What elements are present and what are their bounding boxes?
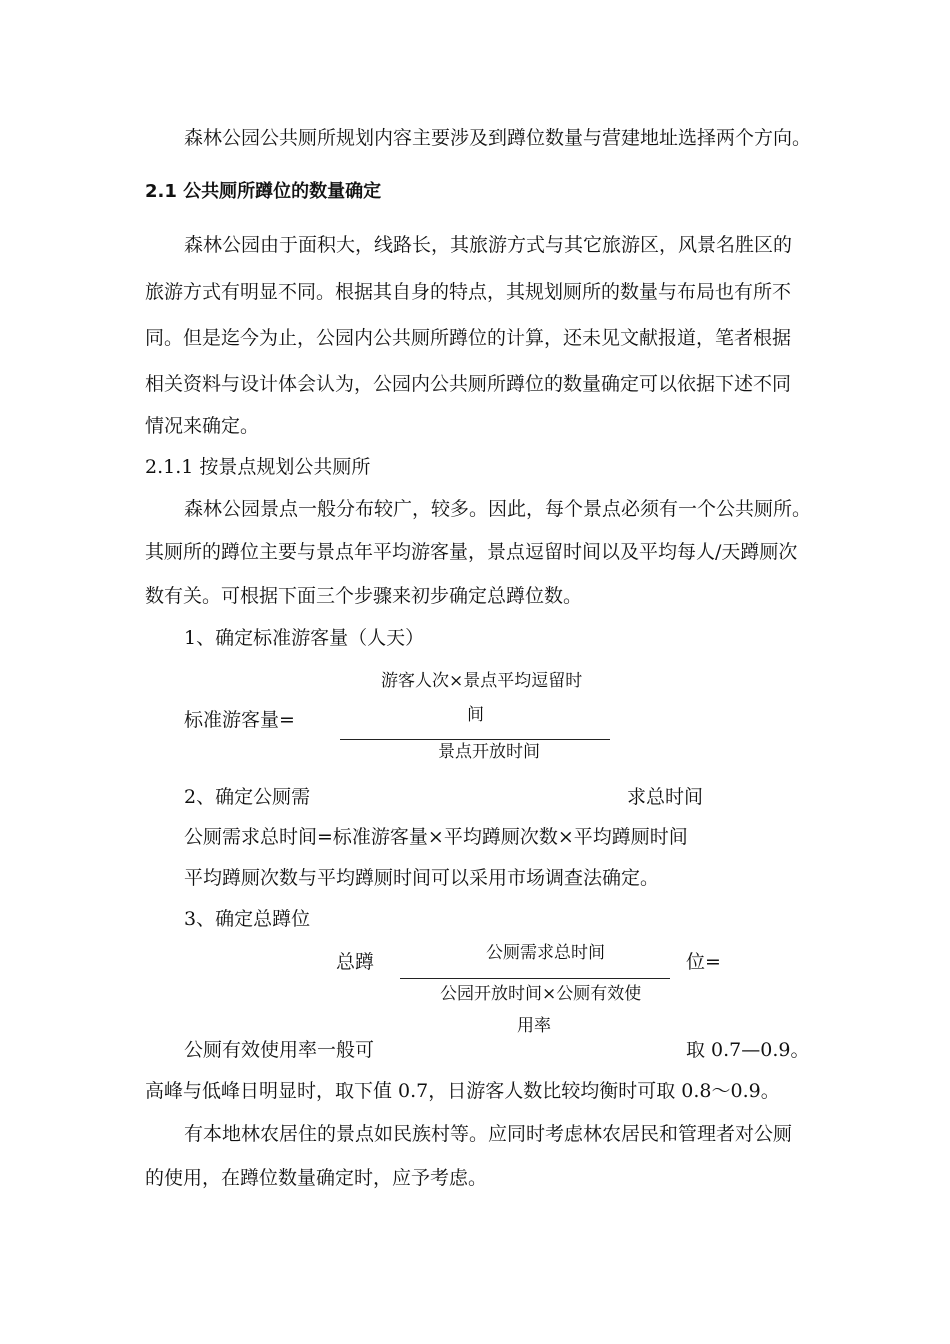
step-3: 3、确定总蹲位 [184,908,311,930]
formula3-denominator: 公园开放时间×公厕有效使 [440,984,642,1004]
step-2-right: 求总时间 [627,786,704,808]
note-1: 平均蹲厕次数与平均蹲厕时间可以采用市场调查法确定。 [184,867,660,889]
formula3-denominator-cont: 用率 [517,1016,551,1036]
rate-left: 公厕有效使用率一般可 [184,1039,375,1061]
paragraph-line: 同。但是迄今为止，公园内公共厕所蹲位的计算，还未见文献报道，笔者根据 [145,327,792,349]
formula3-numerator: 公厕需求总时间 [486,943,605,963]
paragraph-line: 有本地林农居住的景点如民族村等。应同时考虑林农居民和管理者对公厕 [184,1123,793,1145]
paragraph-line: 的使用，在蹲位数量确定时，应予考虑。 [145,1167,488,1189]
formula1-denominator: 景点开放时间 [438,742,540,762]
formula1-label: 标准游客量= [184,709,295,731]
paragraph-line: 森林公园景点一般分布较广，较多。因此，每个景点必须有一个公共厕所。 [184,498,812,520]
fraction-bar [400,978,670,979]
formula1-numerator: 游客人次×景点平均逗留时 [381,671,583,691]
step-2-left: 2、确定公厕需 [184,786,311,808]
subsection-title: 2.1.1 按景点规划公共厕所 [145,456,371,478]
paragraph-line: 旅游方式有明显不同。根据其自身的特点，其规划厕所的数量与布局也有所不 [145,281,792,303]
paragraph-line: 数有关。可根据下面三个步骤来初步确定总蹲位数。 [145,585,583,607]
formula3-label-left: 总蹲 [336,951,375,973]
step-1: 1、确定标准游客量（人天） [184,627,425,649]
paragraph-line: 其厕所的蹲位主要与景点年平均游客量，景点逗留时间以及平均每人/天蹲厕次 [145,541,798,563]
paragraph-line: 相关资料与设计体会认为，公园内公共厕所蹲位的数量确定可以依据下述不同 [145,373,792,395]
formula2: 公厕需求总时间=标准游客量×平均蹲厕次数×平均蹲厕时间 [184,826,688,848]
formula1-numerator-cont: 间 [467,705,484,725]
rate-line: 高峰与低峰日明显时，取下值 0.7，日游客人数比较均衡时可取 0.8～0.9。 [145,1080,780,1102]
section-title: 2.1 公共厕所蹲位的数量确定 [145,181,382,202]
paragraph-line: 森林公园由于面积大，线路长，其旅游方式与其它旅游区，风景名胜区的 [184,234,793,256]
formula3-label-right: 位= [686,951,721,973]
rate-right: 取 0.7—0.9。 [686,1039,810,1061]
paragraph-line: 情况来确定。 [145,415,260,437]
intro-paragraph: 森林公园公共厕所规划内容主要涉及到蹲位数量与营建地址选择两个方向。 [184,127,812,149]
